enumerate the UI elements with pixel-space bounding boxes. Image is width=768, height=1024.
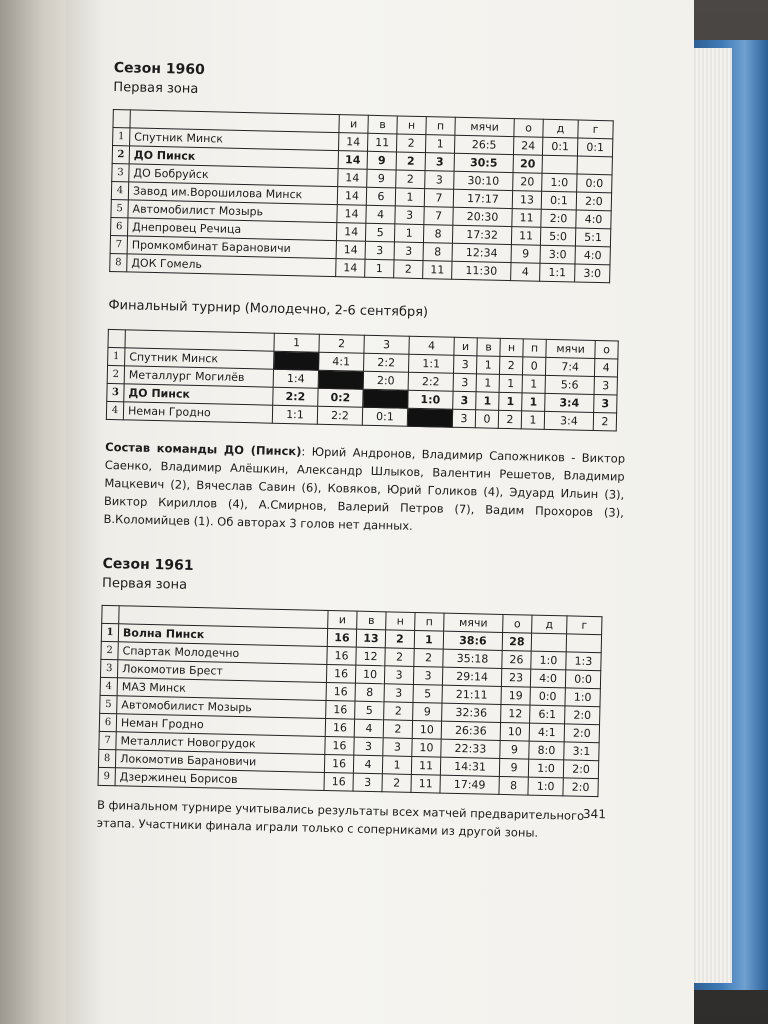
table-row: 3 ДО Пинск 2:2 0:2 1:0 3 1 1 1 3:4 3 — [107, 383, 617, 413]
final-tournament-caption: Финальный турнир (Молодечно, 2-6 сентября) — [108, 297, 429, 321]
season-1961-table — [98, 605, 603, 797]
team-name: Промкомбинат Барановичи — [127, 236, 336, 259]
team-name: Завод им.Ворошилова Минск — [128, 182, 337, 205]
col-header: г — [578, 120, 613, 139]
table-row: 3 ДО Бобруйск 14 9 2 3 30:10 20 1:0 0:0 — [112, 163, 612, 192]
table-row: 7 Металлист Новогрудок 16 3 3 10 22:33 9 8:0 3:1 — [99, 731, 599, 760]
table-row: 5 Автомобилист Мозырь 16 5 2 9 32:36 12 6:1 2:0 — [100, 695, 600, 724]
team-name: ДОК Гомель — [127, 254, 336, 277]
table-row: 4 Завод им.Ворошилова Минск 14 6 1 7 17:17 13 0:1 2:0 — [111, 181, 611, 210]
team-name: Дзержинец Борисов — [115, 768, 324, 791]
team-name: ДО Пинск — [129, 146, 338, 169]
team-name: Днепровец Речица — [128, 218, 337, 241]
team-name: Локомотив Брест — [117, 660, 326, 683]
team-name: Спутник Минск — [125, 348, 274, 369]
diagonal-cell — [363, 389, 408, 408]
final-tournament-table — [106, 329, 619, 432]
table-row: 4 Неман Гродно 1:1 2:2 0:1 3 0 2 1 3:4 2 — [106, 401, 616, 431]
team-name: Металлург Могилёв — [124, 366, 273, 387]
col-header: 3 — [364, 335, 409, 354]
col-header: о — [514, 119, 543, 138]
table-row: 2 Спартак Молодечно 16 12 2 2 35:18 26 1:0 1:3 — [101, 641, 601, 670]
col-header: и — [339, 115, 368, 134]
table-row: 1 Волна Пинск 16 13 2 1 38:6 28 — [101, 623, 601, 652]
season-1961-title: Сезон 1961 — [102, 555, 194, 574]
season-1960-title: Сезон 1960 — [113, 60, 206, 79]
col-header: в — [357, 611, 386, 630]
team-name: ДО Пинск — [124, 384, 273, 405]
diagonal-cell — [407, 408, 452, 427]
book-page — [66, 0, 694, 1024]
diagonal-cell — [274, 351, 319, 370]
season-1961-zone: Первая зона — [101, 575, 188, 593]
season-1960-zone: Первая зона — [113, 79, 199, 97]
table-row: 5 Автомобилист Мозырь 14 4 3 7 20:30 11 2:0 4:0 — [111, 199, 611, 228]
team-name: Металлист Новогрудок — [116, 732, 325, 755]
team-name: МАЗ Минск — [117, 678, 326, 701]
col-header: п — [415, 612, 444, 631]
diagonal-cell — [318, 370, 363, 389]
team-name: Автомобилист Мозырь — [117, 696, 326, 719]
col-header: о — [595, 340, 618, 359]
table-row: 9 Дзержинец Борисов 16 3 2 11 17:49 8 1:0 2:0 — [98, 767, 598, 796]
table-row: 8 ДОК Гомель 14 1 2 11 11:30 4 1:1 3:0 — [110, 253, 610, 282]
table-row: 8 Локомотив Барановичи 16 4 1 11 14:31 9 1:0 2:0 — [98, 749, 598, 778]
table-row: 4 МАЗ Минск 16 8 3 5 21:11 19 0:0 1:0 — [100, 677, 600, 706]
table-row: 7 Промкомбинат Барановичи 14 3 3 8 12:34 9 3:0 4:0 — [110, 235, 610, 264]
table-row: 2 Металлург Могилёв 1:4 2:0 2:2 3 1 1 1 5:6 3 — [107, 365, 617, 395]
season-1960-table — [109, 109, 614, 283]
table-row: 2 ДО Пинск 14 9 2 3 30:5 20 — [112, 145, 612, 174]
col-header: и — [454, 337, 477, 356]
col-header: н — [500, 338, 523, 357]
col-header: п — [523, 339, 546, 358]
col-header: в — [368, 115, 397, 134]
col-header: д — [543, 119, 578, 138]
team-name: Локомотив Барановичи — [115, 750, 324, 773]
col-header: н — [397, 116, 426, 135]
page-content — [96, 60, 654, 856]
team-name: Неман Гродно — [116, 714, 325, 737]
col-header: о — [503, 614, 532, 633]
col-header: мячи — [546, 339, 595, 358]
squad-text: : Юрий Андронов, Владимир Сапожников - Виктор Саенко, Владимир Алёшкин, Александр Шлыков, Валентин Решетов, Владимир Мацкевич (2), Вячеслав Савин (6), Ковяков, Юрий Голиков (4), Эдуард Ильин (3), Виктор Кириллов (4), А.Смирнов, Валерий Петров (7), Вадим Прохоров (3), В.Коломийцев (1). Об авторах 3 голов нет данных. — [103, 444, 626, 533]
col-header: мячи — [455, 117, 514, 136]
col-header: 2 — [319, 334, 364, 353]
team-name: Спутник Минск — [130, 128, 339, 151]
col-header: н — [386, 612, 415, 631]
col-header: д — [532, 615, 567, 634]
table-row: 1 Спутник Минск 4:1 2:2 1:1 3 1 2 0 7:4 4 — [108, 347, 618, 377]
team-name: Спартак Молодечно — [118, 642, 327, 665]
table-row: 1 Спутник Минск 14 11 2 1 26:5 24 0:1 0:1 — [113, 127, 613, 156]
col-header: 4 — [409, 336, 454, 355]
team-name: Неман Гродно — [123, 402, 272, 423]
col-header: п — [426, 117, 455, 136]
team-name: Волна Пинск — [118, 624, 327, 647]
table-row: 3 Локомотив Брест 16 10 3 3 29:14 23 4:0 0:0 — [100, 659, 600, 688]
squad-paragraph — [103, 438, 625, 540]
footnote: В финальном турнире учитывались результаты всех матчей предварительного этапа. Участники финала играли только с соперниками из другой зоны. — [96, 797, 585, 840]
col-header: и — [328, 610, 357, 629]
squad-label: Состав команды ДО (Пинск) — [105, 439, 302, 459]
team-name: Автомобилист Мозырь — [128, 200, 337, 223]
col-header: 1 — [274, 333, 319, 352]
team-name: ДО Бобруйск — [129, 164, 338, 187]
col-header: г — [567, 616, 602, 635]
page-number: 341 — [582, 806, 607, 822]
col-header: мячи — [444, 613, 503, 632]
table-row: 6 Неман Гродно 16 4 2 10 26:36 10 4:1 2:0 — [99, 713, 599, 742]
table-row: 6 Днепровец Речица 14 5 1 8 17:32 11 5:0 5:1 — [111, 217, 611, 246]
col-header: в — [477, 338, 500, 357]
